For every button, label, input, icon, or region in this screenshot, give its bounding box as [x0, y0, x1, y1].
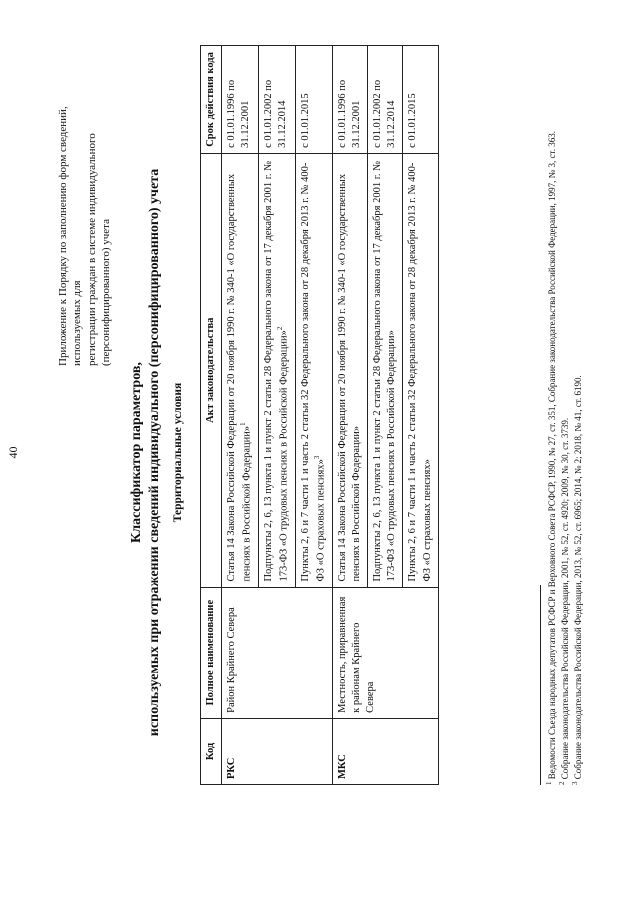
act-text: Подпункты 2, 6, 13 пункта 1 и пункт 2 статьи 28 Федерального закона от 17 декабря 2001 г. № 173-ФЗ «О трудовых пенсиях в Российской Федерации» [372, 160, 398, 582]
header-act: Акт законодательства [201, 153, 222, 587]
header-code: Код [201, 718, 222, 784]
date-cell: с 01.01.2002 по 31.12.2014 [368, 46, 403, 154]
document-title [128, 0, 164, 905]
row-name: Район Крайнего Севера [222, 587, 333, 718]
act-cell [332, 153, 367, 587]
footnote-ref: 2 [276, 326, 285, 331]
title-line-1: Классификатор параметров, [129, 362, 144, 543]
act-cell [222, 153, 259, 587]
title-line-2: используемых при отражении сведений индивидуального (персонифицированного) учета [147, 168, 163, 737]
footnote-ref: 1 [239, 422, 248, 426]
footnote [545, 25, 558, 785]
footnote-ref: 3 [313, 455, 322, 460]
footnote-divider [540, 585, 541, 785]
section-title: Территориальные условия [172, 382, 184, 523]
appendix-line-1: Приложение к Порядку по заполнению форм сведений, используемых для [57, 106, 84, 366]
table-header-row [201, 46, 222, 785]
table-row [222, 46, 259, 785]
footnote-text: Собрание законодательства Российской Федерации, 2001, № 52, ст. 4920; 2009, № 30, ст. 3739. [560, 417, 571, 780]
act-text: Пункты 2, 6 и 7 части 1 и часть 2 статьи 32 Федерального закона от 28 декабря 2013 г. № 400-ФЗ «О страховых пенсиях» [407, 162, 433, 582]
header-date: Срок действия кода [201, 46, 222, 154]
act-text: Статья 14 Закона Российской Федерации от 20 ноября 1990 г. № 340-1 «О государственных пенсиях в Российской Федерации» [226, 173, 253, 582]
footnotes [545, 25, 584, 785]
act-cell [259, 153, 296, 587]
footnote [558, 25, 571, 785]
date-cell: с 01.01.2015 [403, 46, 438, 154]
date-cell: с 01.01.2002 по 31.12.2014 [259, 46, 296, 154]
act-cell [403, 153, 438, 587]
row-code: МКС [332, 718, 438, 784]
appendix-note [56, 46, 113, 366]
act-cell [368, 153, 403, 587]
row-code: РКС [222, 718, 333, 784]
parameters-table [200, 45, 439, 785]
footnote-mark: 1 [545, 781, 553, 785]
footnote-text: Ведомости Съезда народных депутатов РСФСР и Верховного Совета РСФСР, 1990, № 27, ст. 351, Собрание законодательства Российской Федерации, 1997, № 3, ст. 363. [547, 131, 557, 780]
footnote-mark: 3 [571, 781, 580, 785]
act-text: Статья 14 Закона Российской Федерации от 20 ноября 1990 г. № 340-1 «О государственных пенсиях в Российской Федерации» [336, 173, 362, 582]
appendix-line-2: регистрации граждан в системе индивидуального (персонифицированного) учета [85, 133, 112, 366]
row-name: Местность, приравненная к районам Крайнего Севера [332, 587, 438, 718]
date-cell: с 01.01.2015 [295, 46, 332, 154]
date-cell: с 01.01.1996 по 31.12.2001 [332, 46, 367, 154]
page-number: 40 [6, 446, 20, 459]
table-row [332, 46, 367, 785]
footnote [571, 25, 584, 785]
header-name: Полное наименование [201, 587, 222, 718]
footnote-text: Собрание законодательства Российской Федерации, 2013, № 52, ст. 6965; 2014, № 2; 2018, № 41, ст. 6190. [573, 375, 584, 780]
act-cell [295, 153, 332, 587]
footnote-mark: 2 [558, 781, 567, 785]
date-cell: с 01.01.1996 по 31.12.2001 [222, 46, 259, 154]
act-text: Пункты 2, 6 и 7 части 1 и часть 2 статьи 32 Федерального закона от 28 декабря 2013 г. № 400-ФЗ «О страховых пенсиях» [299, 162, 327, 582]
act-text: Подпункты 2, 6, 13 пункта 1 и пункт 2 статьи 28 Федерального закона от 17 декабря 2001 г. № 173-ФЗ «О трудовых пенсиях в Российской Федерации» [263, 160, 290, 582]
